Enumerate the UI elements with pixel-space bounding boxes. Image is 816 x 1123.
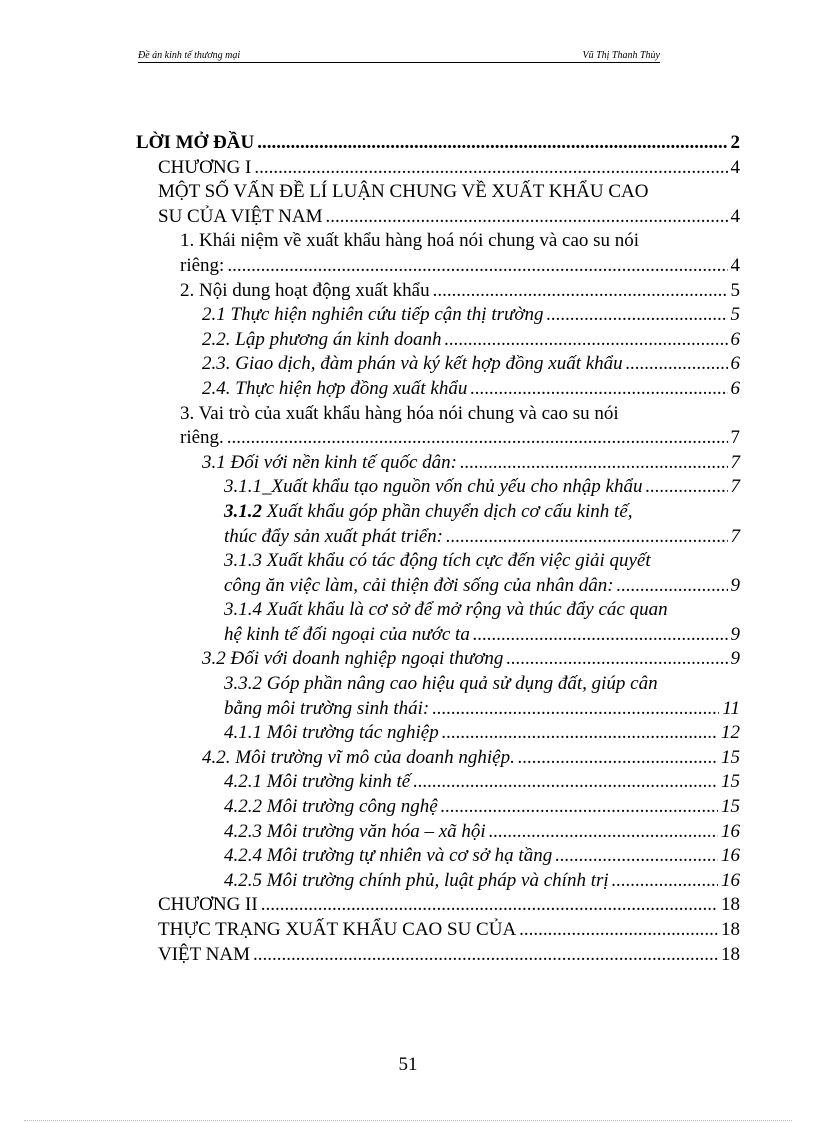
- toc-leader: [433, 279, 728, 304]
- toc-leader: [413, 770, 718, 795]
- toc-leader: [489, 820, 718, 845]
- toc-entry-title: thúc đẩy sản xuất phát triển:: [224, 525, 443, 547]
- toc-entry-line1[interactable]: [136, 180, 740, 205]
- toc-entry-page: 5: [730, 279, 740, 301]
- toc-entry[interactable]: [136, 475, 740, 500]
- toc-entry-title-text: Xuất khẩu góp phần chuyển dịch cơ cấu kinh tế,: [262, 500, 633, 522]
- toc-entry-page: 9: [730, 574, 740, 596]
- toc-entry-title: 3.2 Đối với doanh nghiệp ngoại thương: [202, 648, 504, 670]
- toc-entry[interactable]: [136, 279, 740, 304]
- toc-leader: [253, 943, 718, 968]
- toc-entry-line1[interactable]: [136, 402, 740, 427]
- toc-entry-page: 7: [730, 451, 740, 473]
- toc-entry-line1[interactable]: [136, 672, 740, 697]
- toc-leader: [518, 746, 718, 771]
- toc-entry[interactable]: [136, 647, 740, 672]
- toc-entry-page: 4: [730, 156, 740, 178]
- toc-entry-title: 4.2.2 Môi trường công nghệ: [224, 796, 438, 818]
- toc-entry-title: SU CỦA VIỆT NAM: [158, 205, 323, 227]
- toc-entry-line1[interactable]: [136, 549, 740, 574]
- toc-entry-page: 6: [730, 328, 740, 350]
- toc-entry[interactable]: [136, 697, 740, 722]
- toc-entry[interactable]: [136, 352, 740, 377]
- toc-entry[interactable]: [136, 254, 740, 279]
- toc-entry-page: 4: [730, 254, 740, 276]
- toc-leader: [254, 156, 727, 181]
- toc-entry-title: 4.2. Môi trường vĩ mô của doanh nghiệp.: [202, 746, 515, 768]
- toc-entry-title: 3.1.1_Xuất khẩu tạo nguồn vốn chủ yếu cho nhập khẩu: [224, 476, 643, 498]
- page-bottom-divider: [24, 1120, 792, 1121]
- toc-entry[interactable]: [136, 795, 740, 820]
- toc-entry-title: MỘT SỐ VẤN ĐỀ LÍ LUẬN CHUNG VỀ XUẤT KHẨU CAO: [158, 181, 649, 203]
- toc-entry-page: 4: [730, 205, 740, 227]
- toc-entry-title: CHƯƠNG I: [158, 156, 252, 178]
- toc-entry-page: 18: [721, 919, 740, 940]
- toc-entry-title: 4.1.1 Môi trường tác nghiệp: [224, 722, 439, 744]
- toc-entry-page: 16: [721, 845, 740, 867]
- toc-entry-title: 2. Nội dung hoạt động xuất khẩu: [180, 279, 430, 301]
- toc-leader: [473, 623, 728, 648]
- running-header: [138, 50, 660, 63]
- toc-entry-title: 3.1 Đối với nền kinh tế quốc dân:: [202, 451, 457, 473]
- toc-entry[interactable]: [136, 770, 740, 795]
- toc-entry-title: 4.2.4 Môi trường tự nhiên và cơ sở hạ tầng: [224, 845, 553, 867]
- toc-entry-line1[interactable]: [136, 229, 740, 254]
- header-left: Đề án kinh tế thương mại: [138, 50, 241, 61]
- toc-entry-page: 7: [730, 427, 740, 449]
- toc-entry-page: 5: [730, 304, 740, 326]
- toc-entry[interactable]: [136, 869, 740, 894]
- toc-leader: [547, 303, 728, 328]
- toc-leader: [612, 869, 718, 894]
- toc-leader: [326, 205, 728, 230]
- toc-entry[interactable]: [136, 893, 740, 918]
- toc-entry-title: CHƯƠNG II: [158, 894, 258, 916]
- toc-entry-page: 9: [730, 648, 740, 670]
- toc-entry-page: 16: [721, 820, 740, 842]
- toc-entry-page: 2: [730, 132, 740, 153]
- toc-entry[interactable]: [136, 623, 740, 648]
- toc-leader: [227, 426, 728, 451]
- toc-entry-title: 2.3. Giao dịch, đàm phán và ký kết hợp đồng xuất khẩu: [202, 353, 623, 375]
- toc-entry[interactable]: [136, 525, 740, 550]
- toc-entry-number: 3.1.2: [224, 500, 262, 522]
- toc-entry[interactable]: [136, 721, 740, 746]
- toc-leader: [446, 525, 728, 550]
- toc-entry-title: 2.1 Thực hiện nghiên cứu tiếp cận thị trường: [202, 304, 544, 326]
- toc-entry-title: [224, 500, 633, 525]
- toc-entry-page: 15: [721, 771, 740, 793]
- toc-entry-line1[interactable]: [136, 500, 740, 525]
- toc-entry-page: 18: [721, 943, 740, 965]
- toc-entry[interactable]: [136, 574, 740, 599]
- toc-entry[interactable]: [136, 205, 740, 230]
- toc-entry[interactable]: [136, 303, 740, 328]
- toc-entry-page: 15: [721, 746, 740, 768]
- toc-entry-title: 3.1.3 Xuất khẩu có tác động tích cực đến việc giải quyết: [224, 550, 651, 572]
- toc-entry-title: 3. Vai trò của xuất khẩu hàng hóa nói chung và cao su nói: [180, 402, 619, 424]
- toc-leader: [555, 844, 718, 869]
- toc-entry-line1[interactable]: [136, 598, 740, 623]
- table-of-contents: [136, 131, 740, 967]
- toc-entry-title: công ăn việc làm, cải thiện đời sống của nhân dân:: [224, 574, 614, 596]
- toc-entry[interactable]: [136, 328, 740, 353]
- page-number: 51: [398, 1054, 418, 1075]
- toc-entry-title: riêng:: [180, 254, 225, 276]
- toc-entry-title: LỜI MỞ ĐẦU: [136, 132, 255, 153]
- toc-leader: [470, 377, 727, 402]
- toc-entry-title: VIỆT NAM: [158, 943, 251, 965]
- toc-entry-page: 11: [722, 697, 740, 719]
- toc-entry-title: 2.4. Thực hiện hợp đồng xuất khẩu: [202, 377, 468, 399]
- toc-entry[interactable]: [136, 820, 740, 845]
- toc-entry[interactable]: [136, 943, 740, 968]
- toc-entry[interactable]: [136, 918, 740, 943]
- toc-entry[interactable]: [136, 131, 740, 156]
- toc-leader: [617, 574, 728, 599]
- header-right: Vũ Thị Thanh Thủy: [582, 50, 660, 61]
- toc-leader: [460, 451, 728, 476]
- toc-entry-page: 9: [730, 623, 740, 645]
- toc-entry-title: 3.1.4 Xuất khẩu là cơ sở để mở rộng và thúc đẩy các quan: [224, 599, 668, 621]
- toc-leader: [645, 475, 727, 500]
- toc-entry-page: 16: [721, 869, 740, 891]
- toc-entry-page: 6: [730, 377, 740, 399]
- toc-entry-title: 4.2.3 Môi trường văn hóa – xã hội: [224, 820, 486, 842]
- toc-entry[interactable]: [136, 844, 740, 869]
- toc-leader: [227, 254, 727, 279]
- toc-entry[interactable]: [136, 746, 740, 771]
- toc-entry-title: bằng môi trường sinh thái:: [224, 697, 430, 719]
- toc-entry-page: 15: [721, 796, 740, 818]
- toc-entry-title: riêng.: [180, 427, 224, 449]
- toc-entry-title: hệ kinh tế đối ngoại của nước ta: [224, 623, 470, 645]
- toc-leader: [519, 918, 718, 943]
- toc-leader: [257, 131, 727, 156]
- toc-leader: [441, 795, 718, 820]
- toc-entry-page: 7: [730, 476, 740, 498]
- toc-entry[interactable]: [136, 426, 740, 451]
- toc-entry-title: 3.3.2 Góp phần nâng cao hiệu quả sử dụng đất, giúp cân: [224, 673, 658, 695]
- toc-entry-page: 12: [721, 722, 740, 744]
- toc-entry-title: 2.2. Lập phương án kinh doanh: [202, 328, 442, 350]
- toc-leader: [261, 893, 718, 918]
- toc-entry[interactable]: [136, 451, 740, 476]
- toc-leader: [626, 352, 728, 377]
- toc-leader: [442, 721, 718, 746]
- toc-entry-page: 7: [730, 525, 740, 547]
- toc-entry[interactable]: [136, 377, 740, 402]
- toc-entry-title: 4.2.1 Môi trường kinh tế: [224, 771, 411, 793]
- toc-entry-page: 18: [721, 894, 740, 916]
- toc-leader: [506, 647, 727, 672]
- toc-entry-title: 4.2.5 Môi trường chính phủ, luật pháp và chính trị: [224, 869, 609, 891]
- toc-entry-title: THỰC TRẠNG XUẤT KHẨU CAO SU CỦA: [158, 919, 517, 940]
- toc-leader: [445, 328, 728, 353]
- toc-entry[interactable]: [136, 156, 740, 181]
- toc-leader: [432, 697, 719, 722]
- toc-entry-page: 6: [730, 353, 740, 375]
- toc-entry-title: 1. Khái niệm về xuất khẩu hàng hoá nói chung và cao su nói: [180, 230, 640, 252]
